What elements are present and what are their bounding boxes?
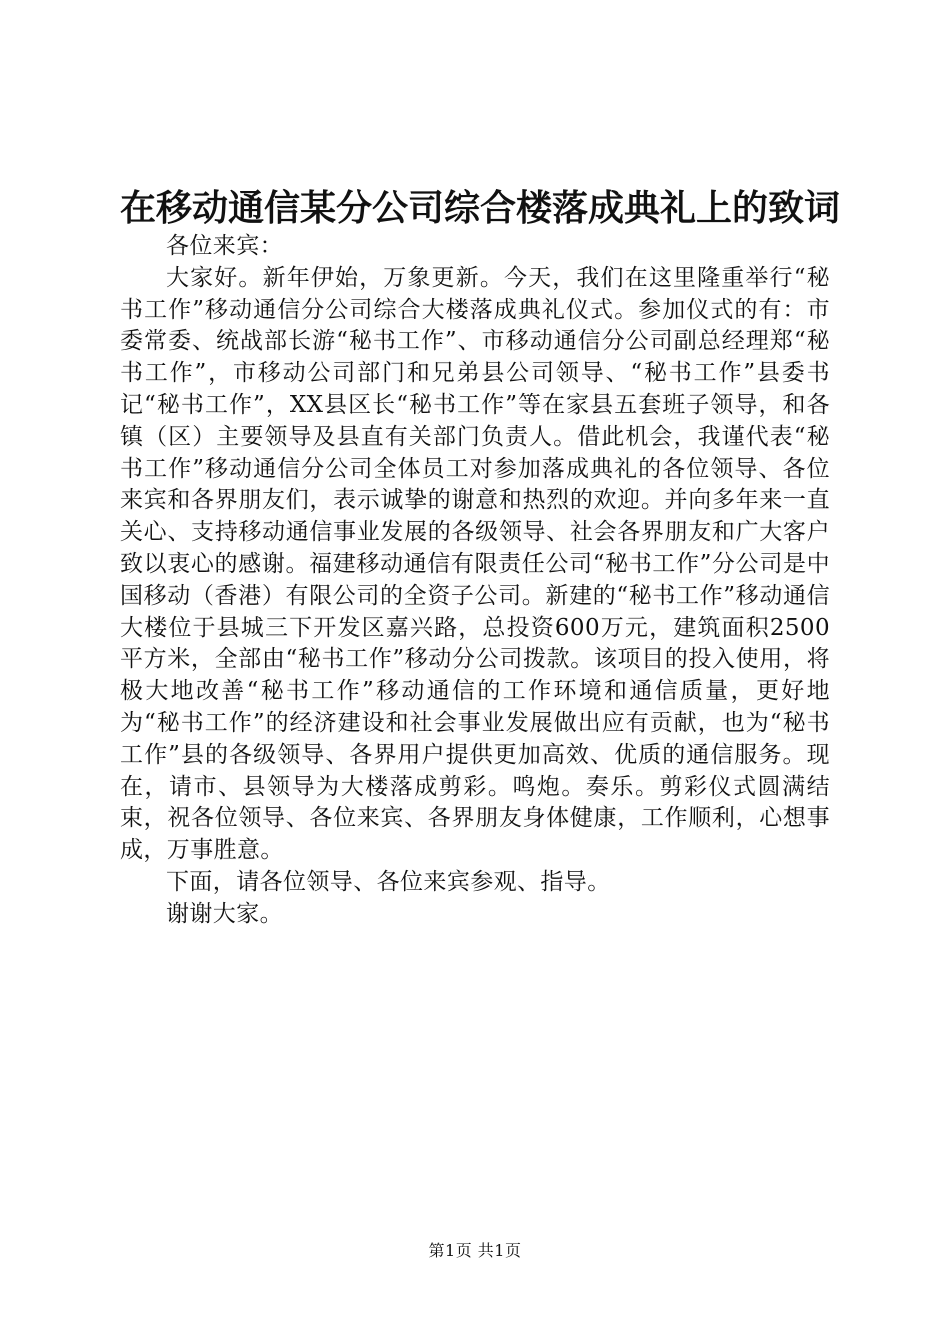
salutation-paragraph: 各位来宾： — [166, 233, 283, 259]
main-paragraph: 大家好。新年伊始，万象更新。今天，我们在这里隆重举行“秘书工作”移动通信分公司综合大楼落成典礼仪式。参加仪式的有：市委常委、统战部长游“秘书工作”、市移动通信分公司副总经理郑“秘书工作”，市移动公司部门和兄弟县公司领导、“秘书工作”县委书记“秘书工作”，XX县区长“秘书工作”等在家县五套班子领导，和各镇（区）主要领导及县直有关部门负责人。借此机会，我谨代表“秘书工作”移动通信分公司全体员工对参加落成典礼的各位领导、各位来宾和各界朋友们，表示诚挚的谢意和热烈的欢迎。并向多年来一直关心、支持移动通信事业发展的各级领导、社会各界朋友和广大客户致以衷心的感谢。福建移动通信有限责任公司“秘书工作”分公司是中国移动（香港）有限公司的全资子公司。新建的“秘书工作”移动通信大楼位于县城三下开发区嘉兴路，总投资600万元，建筑面积2500平方米，全部由“秘书工作”移动分公司拨款。该项目的投入使用，将极大地改善“秘书工作”移动通信的工作环境和通信质量，更好地为“秘书工作”的经济建设和社会事业发展做出应有贡献，也为“秘书工作”县的各级领导、各界用户提供更加高效、优质的通信服务。现在，请市、县领导为大楼落成剪彩。鸣炮。奏乐。剪彩仪式圆满结束，祝各位领导、各位来宾、各界朋友身体健康，工作顺利，心想事成，万事胜意。 — [120, 264, 830, 864]
invitation-paragraph: 下面，请各位领导、各位来宾参观、指导。 — [166, 868, 611, 895]
closing-paragraph: 谢谢大家。 — [166, 900, 283, 927]
document-body — [120, 231, 830, 931]
document-title: 在移动通信某分公司综合楼落成典礼上的致词 — [120, 187, 841, 229]
page-number-footer: 第1页 共1页 — [428, 1241, 522, 1260]
